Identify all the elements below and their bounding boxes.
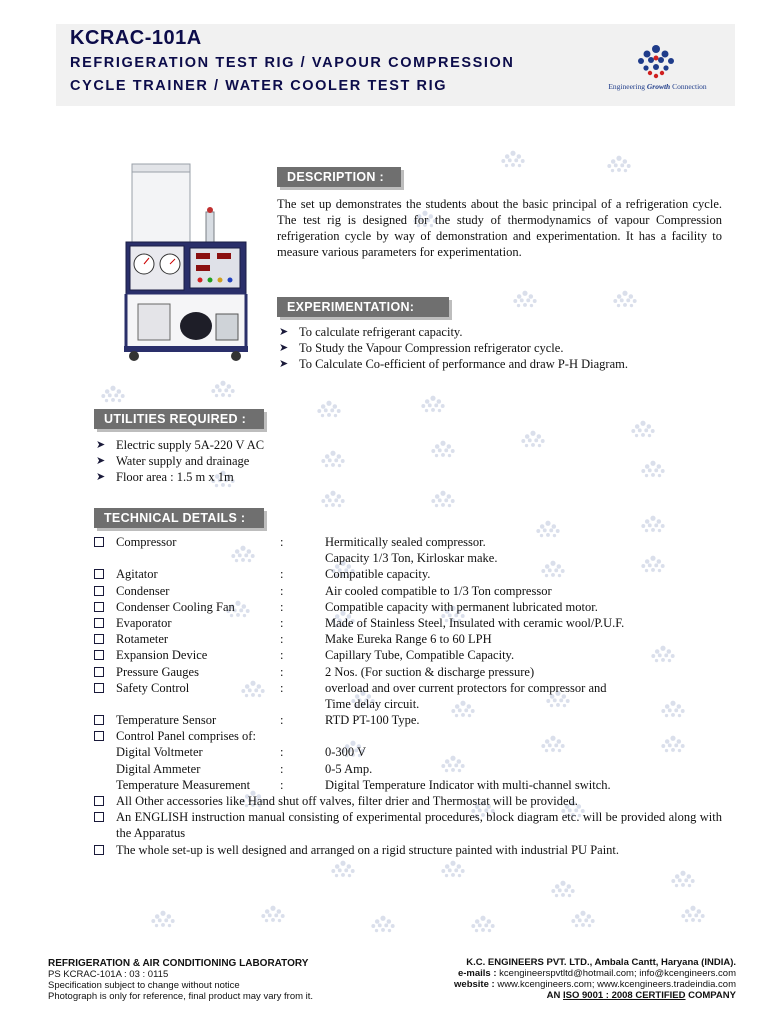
separator: :: [280, 567, 284, 582]
company-logo-icon: [636, 44, 676, 80]
spec-label: Control Panel comprises of:: [116, 729, 256, 744]
spec-label: Compressor: [116, 535, 177, 549]
separator: :: [280, 599, 284, 614]
spec-row: [94, 647, 722, 663]
watermark-logo-icon: [520, 430, 546, 457]
separator: :: [280, 648, 284, 663]
arrow-bullet-icon: ➤: [279, 326, 289, 338]
spec-value: Compatible capacity.: [325, 567, 431, 582]
spec-row: [94, 664, 722, 680]
spec-label: Temperature Measurement: [116, 777, 251, 792]
spec-label: Safety Control: [116, 680, 190, 695]
watermark-logo-icon: [612, 290, 638, 317]
watermark-logo-icon: [440, 860, 466, 887]
watermark-logo-icon: [570, 910, 596, 937]
company-name: K.C. ENGINEERS PVT. LTD., Ambala Cantt, Haryana (INDIA).: [466, 957, 736, 968]
watermark-logo-icon: [420, 395, 446, 422]
note-item: All Other accessories like Hand shut off valves, filter drier and Thermostat will be provided.: [94, 793, 722, 809]
arrow-bullet-icon: ➤: [279, 358, 289, 370]
description-text: The set up demonstrates the students about the basic principal of a refrigeration cycle. The test rig is designed for the study of thermodynamics of vapour Compression refrigeration cycle by way of demonstration and experimentation. It has a facility to measure various parameters for experimentation.: [277, 197, 722, 259]
checkbox-bullet-icon: [94, 602, 104, 612]
spec-value: Make Eureka Range 6 to 60 LPH: [325, 632, 492, 647]
spec-row: [94, 696, 722, 712]
technical-details: [94, 534, 722, 858]
separator: :: [280, 713, 284, 728]
watermark-logo-icon: [630, 420, 656, 447]
description-heading: DESCRIPTION :: [277, 167, 401, 187]
arrow-bullet-icon: ➤: [96, 471, 106, 483]
spec-label: Condenser Cooling Fan: [116, 599, 235, 614]
arrow-bullet-icon: ➤: [96, 439, 106, 451]
checkbox-bullet-icon: [94, 812, 104, 822]
spec-row: [94, 777, 722, 793]
note-item: The whole set-up is well designed and arranged on a rigid structure painted with industrial PU Paint.: [94, 842, 722, 858]
utilities-heading: UTILITIES REQUIRED :: [94, 409, 264, 429]
watermark-logo-icon: [320, 490, 346, 517]
spec-value: Time delay circuit.: [325, 696, 420, 711]
spec-label: Agitator: [116, 567, 158, 582]
spec-value: 0-300 V: [325, 745, 367, 760]
document-code: PS KCRAC-101A : 03 : 0115: [48, 969, 169, 980]
emails-line: e-mails : kcengineerspvtltd@hotmail.com; info@kcengineers.com: [457, 968, 736, 979]
technical-heading: TECHNICAL DETAILS :: [94, 508, 264, 528]
spec-value: 2 Nos. (For suction & discharge pressure): [325, 664, 535, 679]
spec-row: [94, 712, 722, 728]
list-item: ➤ Floor area : 1.5 m x 1m: [96, 470, 234, 484]
spec-value: Made of Stainless Steel, Insulated with ceramic wool/P.U.F.: [325, 615, 625, 630]
separator: :: [280, 745, 284, 760]
watermark-logo-icon: [550, 880, 576, 907]
checkbox-bullet-icon: [94, 731, 104, 741]
footer-right: [454, 957, 736, 1001]
checkbox-bullet-icon: [94, 537, 104, 547]
lab-name: REFRIGERATION & AIR CONDITIONING LABORATORY: [48, 958, 309, 969]
spec-value: Digital Temperature Indicator with multi-channel switch.: [325, 777, 611, 792]
spec-row: [94, 583, 722, 599]
watermark-logo-icon: [470, 915, 496, 942]
checkbox-bullet-icon: [94, 569, 104, 579]
logo-tagline: Engineering Growth Connection: [608, 82, 707, 91]
footer-left: [48, 958, 313, 1002]
utilities-list: [94, 437, 264, 485]
spec-row: [94, 680, 722, 696]
spec-value: RTD PT-100 Type.: [325, 713, 420, 728]
spec-row: [94, 744, 722, 760]
list-item: ➤ To Calculate Co-efficient of performance and draw P-H Diagram.: [279, 357, 628, 371]
spec-value: 0-5 Amp.: [325, 761, 373, 776]
spec-value: Air cooled compatible to 1/3 Ton compressor: [325, 583, 552, 598]
list-item: ➤ To Study the Vapour Compression refrigerator cycle.: [279, 341, 564, 355]
checkbox-bullet-icon: [94, 618, 104, 628]
certification-line: AN ISO 9001 : 2008 CERTIFIED COMPANY: [546, 990, 736, 1001]
spec-value: overload and over current protectors for compressor and: [325, 680, 607, 695]
spec-label: Digital Voltmeter: [116, 745, 203, 760]
notice-photograph: Photograph is only for reference, final product may vary from it.: [48, 991, 314, 1002]
spec-row: [94, 631, 722, 647]
spec-label: Condenser: [116, 583, 170, 598]
list-item: ➤ To calculate refrigerant capacity.: [279, 325, 463, 339]
separator: :: [280, 583, 284, 598]
watermark-logo-icon: [150, 910, 176, 937]
spec-value: Capacity 1/3 Ton, Kirloskar make.: [325, 551, 498, 566]
watermark-logo-icon: [320, 450, 346, 477]
watermark-logo-icon: [370, 915, 396, 942]
separator: :: [280, 777, 284, 792]
website-line: website : www.kcengineers.com; www.kcengineers.tradeindia.com: [454, 979, 736, 990]
checkbox-bullet-icon: [94, 845, 104, 855]
watermark-logo-icon: [316, 400, 342, 427]
spec-row: [94, 761, 722, 777]
list-item: ➤ Electric supply 5A-220 V AC: [96, 438, 265, 452]
separator: :: [280, 615, 284, 630]
arrow-bullet-icon: ➤: [96, 455, 106, 467]
watermark-logo-icon: [640, 460, 666, 487]
note-item: An ENGLISH instruction manual consisting of experimental procedures, block diagram etc. will be provided along with the Apparatus: [94, 809, 722, 841]
spec-value: Compatible capacity with permanent lubricated motor.: [325, 599, 598, 614]
spec-label: Temperature Sensor: [116, 713, 217, 728]
watermark-logo-icon: [670, 870, 696, 897]
separator: :: [280, 632, 284, 647]
watermark-logo-icon: [100, 385, 126, 412]
separator: :: [280, 664, 284, 679]
spec-row: [94, 534, 722, 550]
checkbox-bullet-icon: [94, 650, 104, 660]
arrow-bullet-icon: ➤: [279, 342, 289, 354]
checkbox-bullet-icon: [94, 667, 104, 677]
watermark-logo-icon: [430, 440, 456, 467]
spec-row: [94, 599, 722, 615]
watermark-logo-icon: [500, 150, 526, 177]
experimentation-heading: EXPERIMENTATION:: [277, 297, 449, 317]
separator: :: [280, 761, 284, 776]
spec-row: [94, 615, 722, 631]
watermark-logo-icon: [430, 490, 456, 517]
watermark-logo-icon: [512, 290, 538, 317]
list-item: ➤ Water supply and drainage: [96, 454, 250, 468]
watermark-logo-icon: [606, 155, 632, 182]
checkbox-bullet-icon: [94, 634, 104, 644]
spec-value: Hermitically sealed compressor.: [325, 535, 486, 549]
watermark-logo-icon: [210, 380, 236, 407]
experimentation-list: [277, 324, 628, 372]
spec-row: [94, 566, 722, 582]
spec-row: [94, 728, 722, 744]
spec-label: Pressure Gauges: [116, 664, 199, 679]
separator: :: [280, 535, 284, 549]
checkbox-bullet-icon: [94, 586, 104, 596]
watermark-logo-icon: [330, 860, 356, 887]
spec-label: Evaporator: [116, 615, 172, 630]
checkbox-bullet-icon: [94, 715, 104, 725]
notice-specification: Specification subject to change without notice: [48, 980, 240, 991]
product-title-line1: REFRIGERATION TEST RIG / VAPOUR COMPRESSION: [70, 55, 515, 71]
spec-label: Expansion Device: [116, 648, 208, 663]
watermark-logo-icon: [260, 905, 286, 932]
spec-row: [94, 550, 722, 566]
spec-value: Capillary Tube, Compatible Capacity.: [325, 648, 515, 663]
model-number: KCRAC-101A: [70, 27, 202, 49]
product-photo: [120, 158, 250, 366]
spec-label: Digital Ammeter: [116, 761, 201, 776]
checkbox-bullet-icon: [94, 683, 104, 693]
spec-label: Rotameter: [116, 632, 169, 647]
separator: :: [280, 680, 284, 695]
checkbox-bullet-icon: [94, 796, 104, 806]
product-title-line2: CYCLE TRAINER / WATER COOLER TEST RIG: [70, 78, 448, 94]
watermark-logo-icon: [680, 905, 706, 932]
